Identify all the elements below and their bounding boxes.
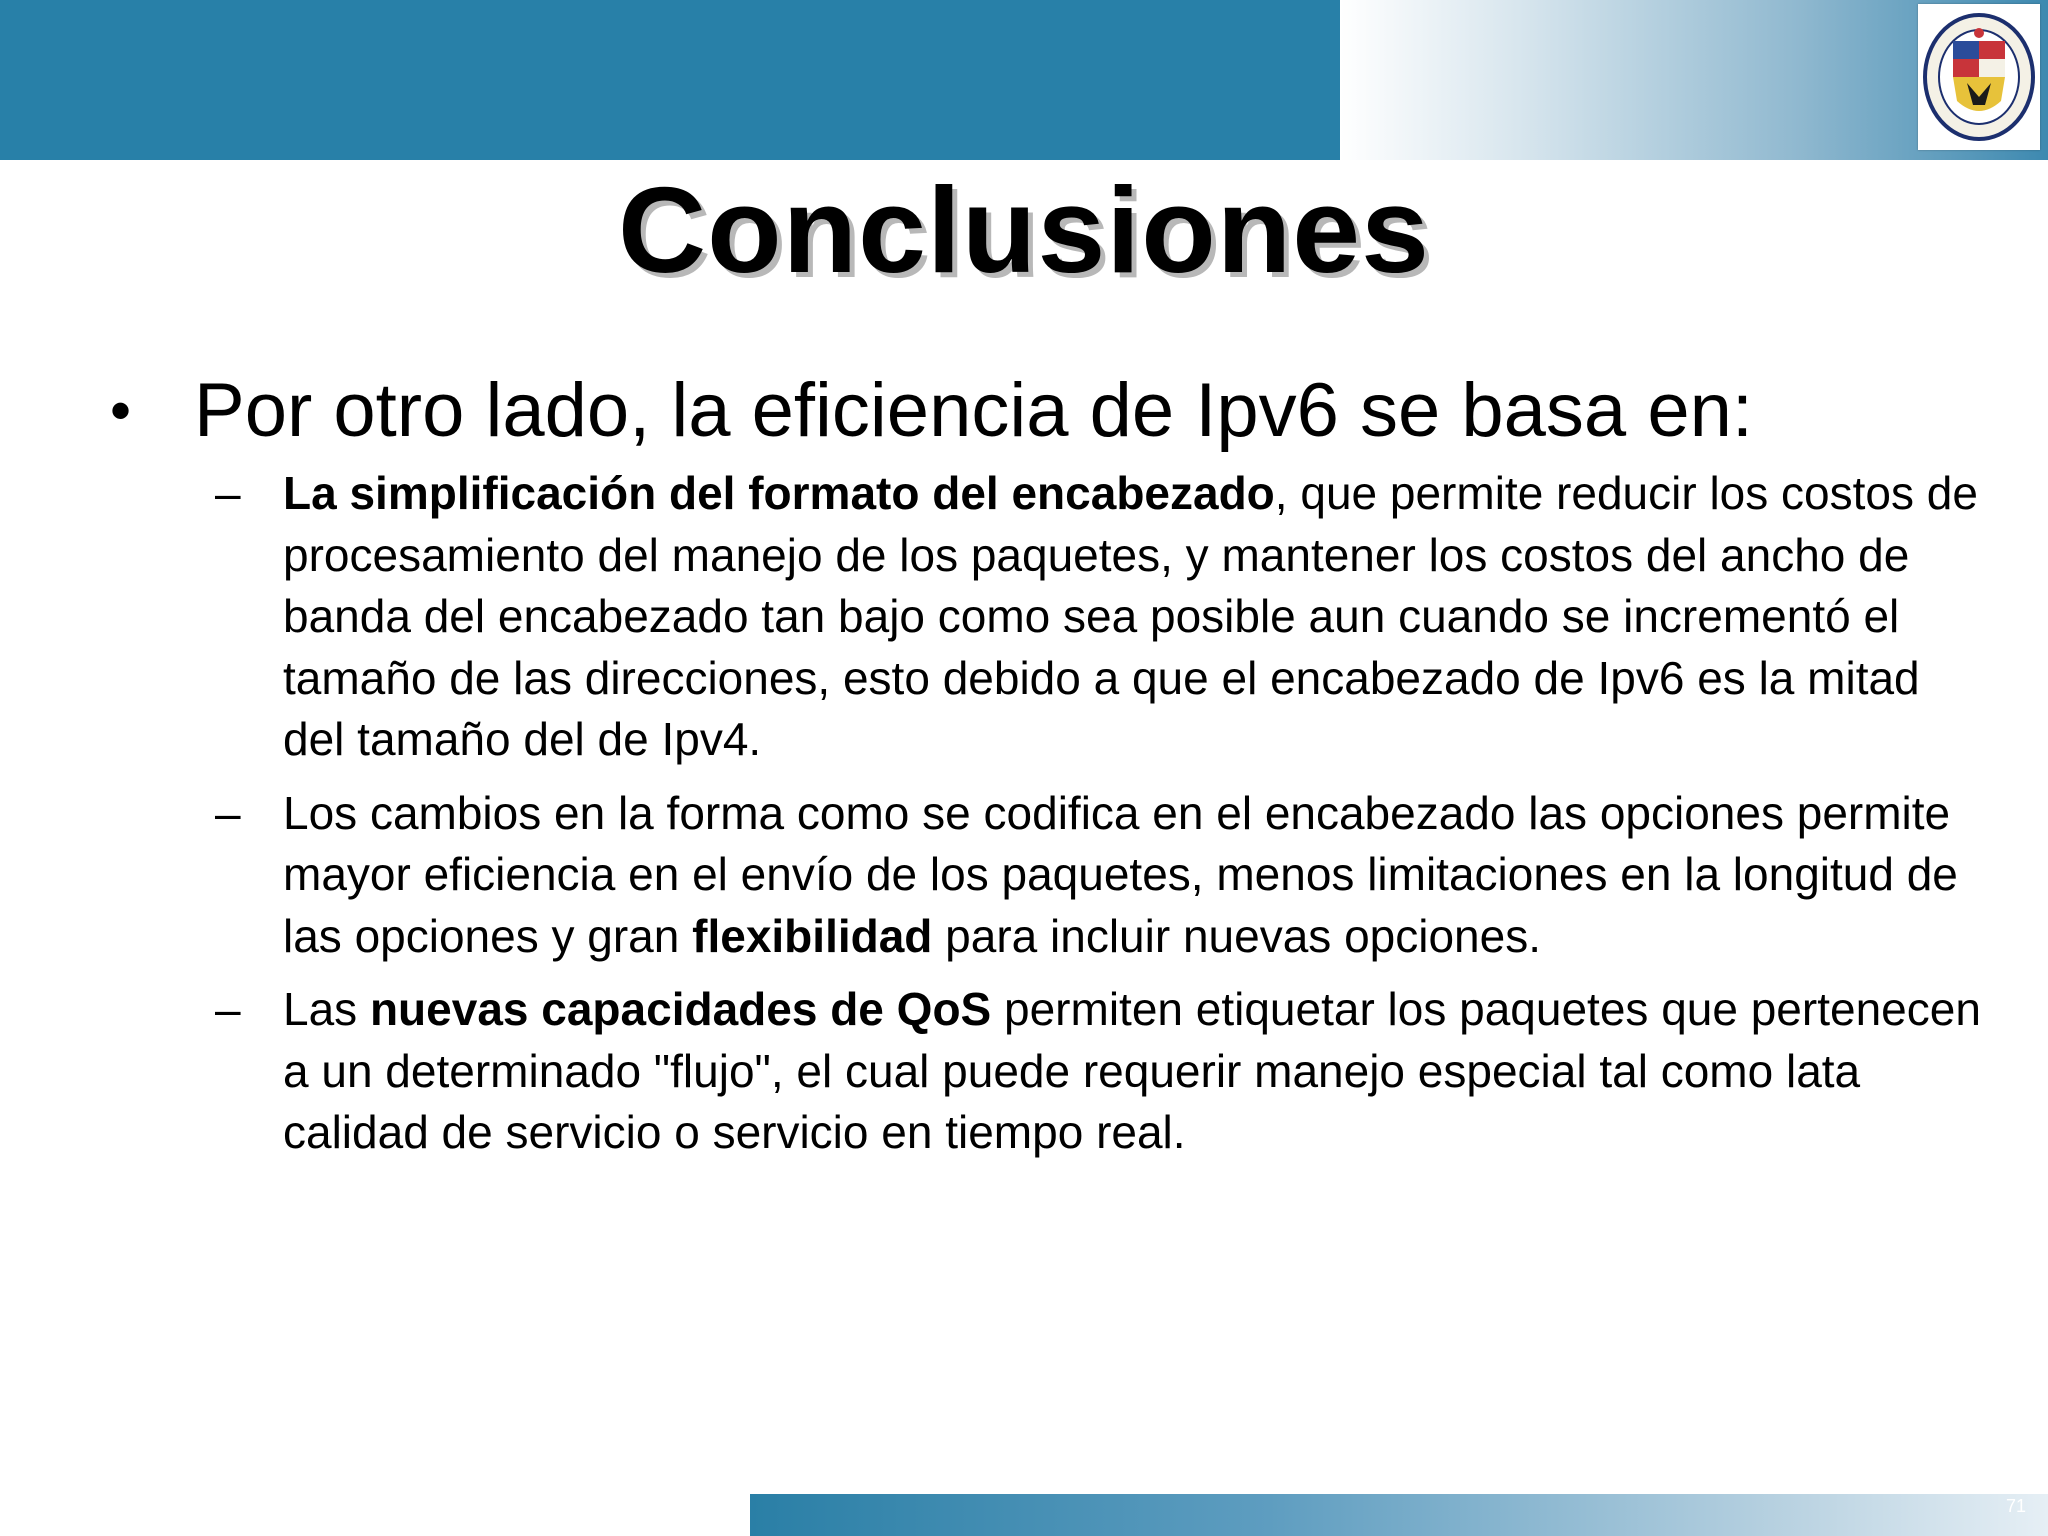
sub-bullet-2	[110, 783, 1983, 968]
bullet-icon: •	[110, 377, 132, 444]
sub-bullet-1-bold: La simplificación del formato del encabezado	[283, 467, 1275, 519]
university-seal-logo	[1918, 4, 2040, 150]
sub-bullet-3-text-post: permiten etiquetar los paquetes que pertenecen a un determinado "flujo", el cual puede requerir manejo especial tal como lata calidad de servicio o servicio en tiempo real.	[283, 983, 1981, 1158]
page-number: 71	[2005, 1496, 2026, 1516]
dash-icon: –	[215, 786, 241, 839]
main-bullet-text: Por otro lado, la eficiencia de Ipv6 se basa en:	[194, 368, 1753, 453]
sub-bullet-2-text-pre: Los cambios en la forma como se codifica en el encabezado las opciones permite mayor eficiencia en el envío de los paquetes, menos limitaciones en la longitud de las opciones y gran	[283, 786, 1958, 962]
slide-content	[110, 365, 1981, 1176]
footer-bar	[750, 1494, 2048, 1536]
dash-icon: –	[215, 983, 241, 1035]
sub-bullet-2-text-post: para incluir nuevas opciones.	[932, 909, 1541, 962]
sub-bullet-1	[110, 463, 1983, 771]
sub-bullet-3-text-pre: Las	[283, 983, 370, 1035]
header-bar	[0, 0, 1340, 160]
main-bullet	[110, 365, 1910, 457]
dash-icon: –	[215, 467, 241, 519]
sub-bullet-2-bold: flexibilidad	[692, 909, 933, 962]
sub-bullet-3-bold: nuevas capacidades de QoS	[369, 983, 992, 1035]
sub-bullet-1-text: , que permite reducir los costos de procesamiento del manejo de los paquetes, y mantener los costos del ancho de banda del encabezado tan bajo como sea posible aun cuando se incrementó el tamaño de las direcciones, esto debido a que el encabezado de Ipv6 es la mitad del tamaño del de Ipv4.	[283, 467, 1978, 765]
seal-emblem-icon	[1921, 11, 2037, 143]
slide-title: Conclusiones	[618, 162, 1430, 298]
sub-bullet-3	[110, 979, 1983, 1164]
